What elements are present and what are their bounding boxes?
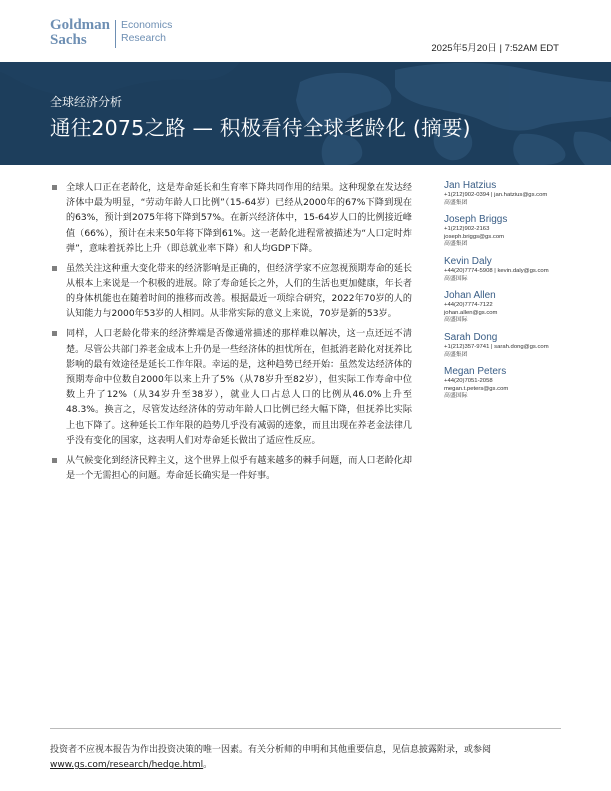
- logo-line-2: Sachs: [50, 32, 87, 48]
- bullet-item: [50, 327, 412, 449]
- author-name[interactable]: Johan Allen: [444, 290, 496, 302]
- author-entry: [444, 290, 574, 325]
- author-name[interactable]: Joseph Briggs: [444, 214, 508, 226]
- author-entry: [444, 180, 574, 207]
- summary-bullets: [50, 181, 412, 489]
- logo-line-1: Goldman: [50, 17, 111, 33]
- bullet-square-icon: [52, 185, 57, 190]
- bullet-text: 同样，人口老龄化带来的经济弊端是否像通常描述的那样难以解决，这一点还远不清楚。尽管公共部门养老金成本上升仍是一些经济体的担忧所在，但抵消老龄化对抚养比影响的最有效途径是延长工作年限。幸运的是，这种趋势已经开始：虽然发达经济体的预期寿命中位数自2000年以来上升了5%（从78岁升至82岁），但实际工作寿命中位数上升了12%（从34岁升至38岁），就业人口占总人口的比例从46.0%上升至48.3%。换言之，尽管发达经济体的劳动年龄人口比例已经大幅下降，但抚养比实际上也下降了。这种延长工作年限的趋势几乎没有减弱的迹象，而且出现在养老金法律几乎没有变化的国家，这表明人们对寿命延长做出了适应性反应。: [66, 329, 412, 446]
- title-banner: [0, 62, 611, 165]
- author-firm: 高盛国际: [444, 317, 468, 324]
- logo-sub-2: Research: [121, 32, 166, 44]
- author-contact: +44(20)7051-2058: [444, 378, 493, 385]
- author-name[interactable]: Megan Peters: [444, 366, 507, 378]
- logo-sub-1: Economics: [121, 19, 173, 31]
- footer-divider: [50, 728, 561, 729]
- author-name[interactable]: Kevin Daly: [444, 255, 492, 267]
- author-firm: 高盛国际: [444, 393, 468, 400]
- bullet-square-icon: [52, 266, 57, 271]
- section-kicker: 全球经济分析: [50, 95, 123, 109]
- author-entry: [444, 256, 574, 283]
- author-contact: +1(212)902-2163: [444, 226, 490, 233]
- bullet-text: 虽然关注这种重大变化带来的经济影响是正确的，但经济学家不应忽视预期寿命的延长从根本上来说是一个积极的进展。除了寿命延长之外，人们的生活也更加健康，年长者的身体机能也在随着时间的推移而改善。根据最近一项综合研究，2022年70岁的人的认知能力与2000年53岁的人相同。从非常实际的意义上来说，70岁是新的53岁。: [66, 263, 412, 320]
- report-datetime: 2025年5月20日 | 7:52AM EDT: [431, 43, 559, 54]
- bullet-text: 全球人口正在老龄化，这是寿命延长和生育率下降共同作用的结果。这种现象在发达经济体中最为明显，“劳动年龄人口比例”（15-64岁）已经从2000年的67%下降到现在的63%，预计到2075年将下降到57%。在新兴经济体中，15-64岁人口的比例接近峰值（66%），预计在未来50年将下降到61%。这一老龄化进程常被描述为“人口定时炸弹”，意味着抚养比上升（即总就业率下降）和人均GDP下降。: [66, 183, 412, 254]
- bullet-square-icon: [52, 458, 57, 463]
- author-email[interactable]: johan.allen@gs.com: [444, 309, 498, 316]
- bullet-item: [50, 454, 412, 484]
- logo-wordmark: [50, 18, 112, 48]
- author-name[interactable]: Jan Hatzius: [444, 180, 497, 191]
- author-contact: +44(20)7774-7122: [444, 302, 493, 309]
- author-list: [444, 180, 574, 408]
- bullet-item: [50, 181, 412, 257]
- author-contact: +1(212)902-0394 | jan.hatzius@gs.com: [444, 192, 548, 198]
- hedge-disclosure-link[interactable]: www.gs.com/research/hedge.html: [50, 760, 204, 770]
- author-entry: [444, 214, 574, 249]
- author-email[interactable]: joseph.briggs@gs.com: [444, 233, 505, 240]
- bullet-text: 从气候变化到经济民粹主义，这个世界上似乎有越来越多的棘手问题，而人口老龄化却是一个无需担心的问题。寿命延长确实是一件好事。: [66, 455, 412, 482]
- report-title: 通往2075之路 — 积极看待全球老龄化 (摘要): [50, 116, 471, 140]
- logo-subtitle: [121, 19, 191, 45]
- bullet-item: [50, 262, 412, 323]
- footer-text: 投资者不应视本报告为作出投资决策的唯一因素。有关分析师的申明和其他重要信息，见信息披露附录，或参阅: [50, 745, 492, 755]
- footer-suffix: 。: [203, 760, 213, 770]
- author-firm: 高盛集团: [444, 199, 468, 206]
- logo-divider: [115, 20, 116, 48]
- author-firm: 高盛国际: [444, 275, 468, 282]
- author-entry: [444, 332, 574, 359]
- author-email[interactable]: megan.t.peters@gs.com: [444, 385, 509, 392]
- author-entry: [444, 366, 574, 401]
- author-contact: +44(20)7774-5908 | kevin.daly@gs.com: [444, 267, 549, 274]
- disclosure-footer: [50, 743, 570, 773]
- author-firm: 高盛集团: [444, 351, 468, 358]
- bullet-square-icon: [52, 331, 57, 336]
- author-firm: 高盛集团: [444, 241, 468, 248]
- author-name[interactable]: Sarah Dong: [444, 331, 498, 343]
- author-contact: +1(212)357-9741 | sarah.dong@gs.com: [444, 343, 549, 350]
